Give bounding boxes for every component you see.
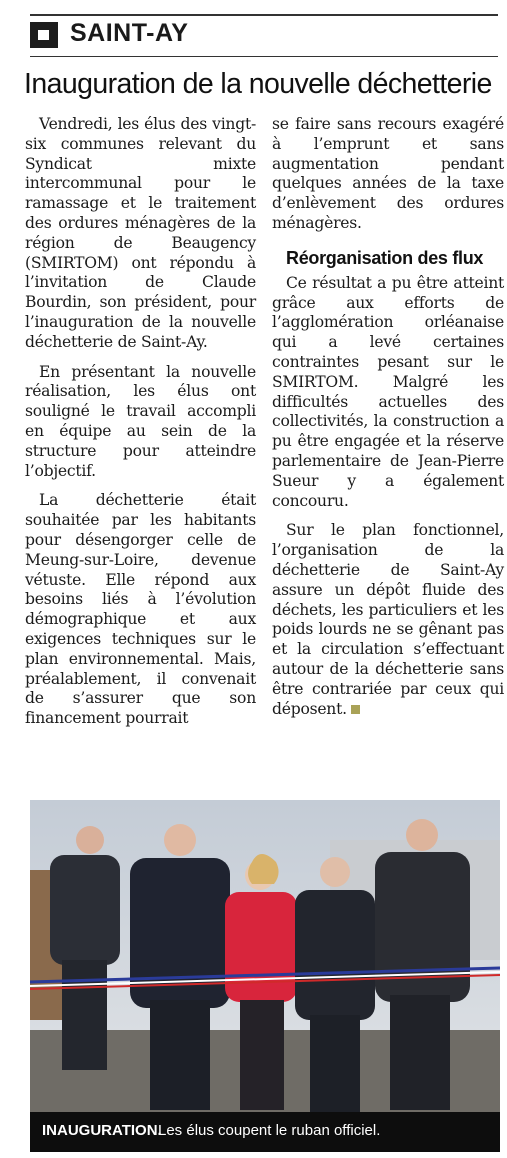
end-of-article-icon: [351, 705, 360, 714]
article-column-right: [272, 115, 504, 729]
ribbon-cutting-illustration: [30, 800, 500, 1152]
section-square-icon: [30, 22, 58, 48]
article-photo: [30, 800, 500, 1152]
body-paragraph: Vendredi, les élus des vingt-six communes relevant du Syndicat mixte intercommunal pour le ramassage et le traitement des ordures ménagères de la région de Beaugency (SMIRTOM) ont répondu à l’invitation de Claude Bourdin, son président, pour l’inauguration de la nouvelle déchetterie de Saint-Ay.: [25, 115, 256, 351]
article-subheading: Réorganisation des flux: [286, 247, 484, 268]
body-paragraph: La déchetterie était souhaitée par les habitants pour désengorger celle de Meung-sur-Loire, devenue vétuste. Elle répond aux besoins liés à l’évolution démographique et aux exigences techniques sur le plan environnemental. Mais, préalablement, il convenait de s’assurer que son financement pourrait: [25, 491, 256, 728]
article-column-left: [25, 115, 256, 739]
body-paragraph: Ce résultat a pu être atteint grâce aux efforts de l’agglomération orléanaise qui a levé certaines contraintes pesant sur le SMIRTOM. Malgré les difficultés actuelles des collectivités, la construction a pu être engagée et la réserve parlementaire de Jean-Pierre Sueur y a également concouru.: [272, 273, 504, 510]
body-paragraph: En présentant la nouvelle réalisation, les élus ont souligné le travail accompli en équipe au sein de la structure pour atteindre l’objectif.: [25, 362, 256, 480]
body-paragraph-continued: se faire sans recours exagéré à l’emprunt et sans augmentation pendant quelques années de la taxe d’enlèvement des ordures ménagères.: [272, 115, 504, 232]
article-headline: Inauguration de la nouvelle déchetterie: [24, 68, 492, 100]
body-paragraph-last: [272, 521, 504, 719]
caption-lead: INAUGURATION.: [42, 1122, 162, 1139]
section-header: [30, 14, 498, 57]
photo-caption: [30, 1112, 500, 1152]
caption-text: Les élus coupent le ruban officiel.: [158, 1122, 381, 1139]
body-paragraph-text: Sur le plan fonctionnel, l’organisation de la déchetterie de Saint-Ay assure un dépôt fluide des déchets, les particuliers et les poids lourds ne se gênant pas et la circulation s’effectuant autour de la déchetterie sans être contrariée par ceux qui déposent.: [272, 521, 504, 718]
section-label: SAINT-AY: [70, 19, 189, 47]
